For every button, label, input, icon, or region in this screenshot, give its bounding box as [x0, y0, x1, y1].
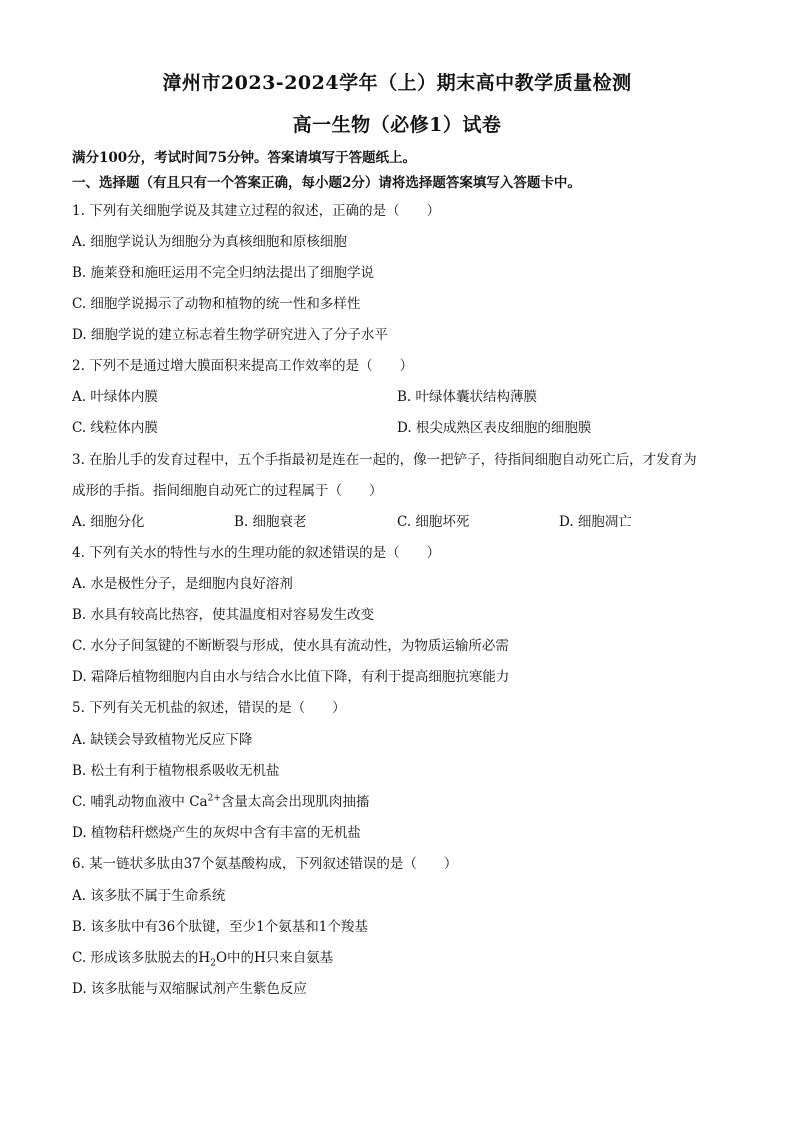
question-3-stem-line2: 成形的手指。指间细胞自动死亡的过程属于（ ）	[72, 483, 383, 499]
question-5-option-d: D. 植物秸秆燃烧产生的灰烬中含有丰富的无机盐	[72, 825, 361, 841]
question-6-option-d: D. 该多肽能与双缩脲试剂产生紫色反应	[72, 981, 307, 997]
question-6-option-c-rest: O中的H只来自氨基	[215, 950, 334, 966]
formula-subscript: 2	[210, 958, 216, 969]
question-2-option-c: C. 线粒体内膜	[72, 420, 158, 436]
question-1-option-b: B. 施莱登和施旺运用不完全归纳法提出了细胞学说	[72, 265, 375, 281]
question-6-option-a: A. 该多肽不属于生命系统	[72, 888, 226, 904]
exam-subtitle: 高一生物（必修1）试卷	[292, 114, 502, 136]
question-2-option-a: A. 叶绿体内膜	[72, 389, 158, 405]
question-5-stem: 5. 下列有关无机盐的叙述，错误的是（ ）	[72, 700, 346, 716]
question-5-option-b: B. 松土有利于植物根系吸收无机盐	[72, 763, 280, 779]
exam-note: 满分100分，考试时间75分钟。答案请填写于答题纸上。	[72, 150, 416, 166]
question-4-option-b: B. 水具有较高比热容，使其温度相对容易发生改变	[72, 607, 375, 623]
question-6-stem: 6. 某一链状多肽由37个氨基酸构成，下列叙述错误的是（ ）	[72, 856, 458, 872]
question-5-option-c-text: C. 哺乳动物血液中 Ca	[72, 794, 208, 810]
question-1-option-a: A. 细胞学说认为细胞分为真核细胞和原核细胞	[72, 234, 347, 250]
question-3-option-d: D. 细胞凋亡	[559, 514, 632, 530]
question-4-stem: 4. 下列有关水的特性与水的生理功能的叙述错误的是（ ）	[72, 545, 441, 561]
question-3-option-c: C. 细胞坏死	[397, 514, 470, 530]
question-3-option-a: A. 细胞分化	[72, 514, 145, 530]
question-3-stem-line1: 3. 在胎儿手的发育过程中，五个手指最初是连在一起的，像一把铲子，待指间细胞自动死亡后，才发育为	[72, 452, 697, 468]
question-6-option-c-text: C. 形成该多肽脱去的H	[72, 950, 211, 966]
question-2-option-b: B. 叶绿体囊状结构薄膜	[397, 389, 538, 405]
question-1-option-c: C. 细胞学说揭示了动物和植物的统一性和多样性	[72, 296, 361, 312]
question-1-option-d: D. 细胞学说的建立标志着生物学研究进入了分子水平	[72, 327, 388, 343]
question-1-stem: 1. 下列有关细胞学说及其建立过程的叙述，正确的是（ ）	[72, 203, 441, 219]
exam-title: 漳州市2023-2024学年（上）期末高中教学质量检测	[162, 72, 632, 94]
question-4-option-a: A. 水是极性分子，是细胞内良好溶剂	[72, 576, 293, 592]
question-4-option-c: C. 水分子间氢键的不断断裂与形成，使水具有流动性，为物质运输所必需	[72, 638, 509, 654]
question-2-option-d: D. 根尖成熟区表皮细胞的细胞膜	[397, 420, 592, 436]
section-heading: 一、选择题（有且只有一个答案正确，每小题2分）请将选择题答案填写入答题卡中。	[72, 175, 581, 191]
question-3-option-b: B. 细胞衰老	[234, 514, 307, 530]
charge-superscript: 2+	[207, 793, 221, 804]
question-4-option-d: D. 霜降后植物细胞内自由水与结合水比值下降，有利于提高细胞抗寒能力	[72, 669, 510, 685]
question-5-option-c-rest: 含量太高会出现肌肉抽搐	[220, 794, 370, 810]
question-2-stem: 2. 下列不是通过增大膜面积来提高工作效率的是（ ）	[72, 358, 414, 374]
question-6-option-c	[72, 949, 333, 967]
question-5-option-a: A. 缺镁会导致植物光反应下降	[72, 732, 253, 748]
question-6-option-b: B. 该多肽中有36个肽键，至少1个氨基和1个羧基	[72, 919, 368, 935]
question-5-option-c	[72, 793, 369, 811]
